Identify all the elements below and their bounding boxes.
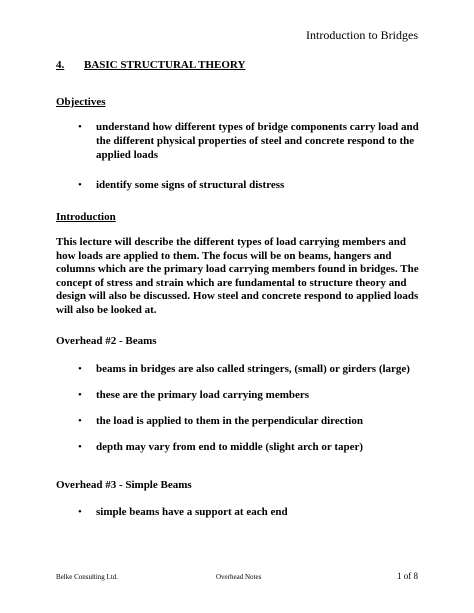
bullet-icon: • (78, 389, 82, 401)
footer-page-number: 1 of 8 (397, 571, 418, 581)
list-item-text: depth may vary from end to middle (slight arch or taper) (96, 441, 364, 453)
list-item-text: beams in bridges are also called stringers, (small) or girders (large) (96, 363, 410, 375)
list-item-text: these are the primary load carrying members (96, 389, 310, 401)
list-item (78, 120, 428, 162)
objectives-list (78, 120, 428, 192)
bullet-icon: • (78, 363, 82, 375)
list-item (78, 414, 428, 428)
list-item (78, 362, 428, 376)
introduction-paragraph: This lecture will describe the different types of load carrying members and how loads are applied to them. The focus will be on beams, hangers and columns which are the primary load carrying members found in bridges. The concept of stress and strain which are fundamental to structure theory and design will also be discussed. How steel and concrete respond to applied loads will also be looked at. (56, 236, 419, 316)
overhead2-list (78, 362, 428, 454)
overhead3-heading: Overhead #3 - Simple Beams (56, 479, 192, 491)
bullet-icon: • (78, 441, 82, 453)
list-item (78, 505, 428, 519)
overhead2-heading: Overhead #2 - Beams (56, 335, 157, 347)
footer-doc-type: Overhead Notes (216, 573, 262, 581)
list-item-text: identify some signs of structural distress (96, 179, 285, 191)
section-number: 4. (56, 59, 65, 71)
list-item-text: understand how different types of bridge components carry load and the different physical properties of steel and concrete respond to the applied loads (96, 121, 419, 161)
objectives-heading: Objectives (56, 96, 106, 108)
section-title-text: BASIC STRUCTURAL THEORY (84, 59, 246, 71)
bullet-icon: • (78, 506, 82, 518)
bullet-icon: • (78, 179, 82, 191)
list-item (78, 178, 428, 192)
list-item-text: the load is applied to them in the perpendicular direction (96, 415, 363, 427)
list-item (78, 440, 428, 454)
bullet-icon: • (78, 121, 82, 133)
overhead3-list (78, 505, 428, 519)
section-title (56, 59, 245, 72)
running-header: Introduction to Bridges (306, 28, 418, 42)
footer-company: Belke Consulting Ltd. (56, 573, 119, 581)
list-item (78, 388, 428, 402)
bullet-icon: • (78, 415, 82, 427)
list-item-text: simple beams have a support at each end (96, 506, 288, 518)
introduction-heading: Introduction (56, 211, 116, 223)
